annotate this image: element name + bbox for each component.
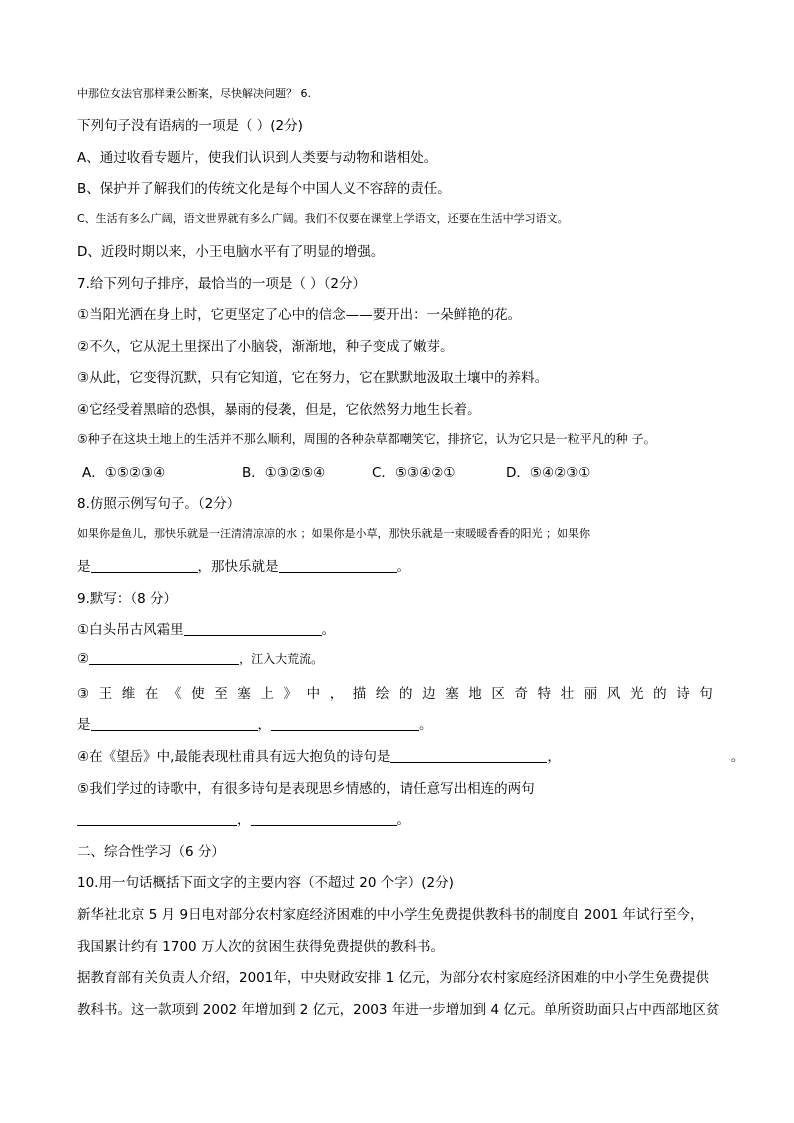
question-7-sentence-1: ①当阳光洒在身上时，它更坚定了心中的信念——要开出：一朵鲜艳的花。 xyxy=(77,307,522,323)
question-9-item-1: ①白头吊古风霜里 。 xyxy=(77,622,336,638)
question-9-stem: 9.默写：（8 分） xyxy=(77,591,178,607)
answer-blank[interactable] xyxy=(251,811,397,826)
question-8-example: 如果你是鱼儿，那快乐就是一汪清清凉凉的水 ；如果你是小草，那快乐就是一束暖暖香香的阳光 ；如果你 xyxy=(77,527,590,540)
question-7-stem: 7.给下列句子排序，最恰当的一项是（ ）（2分） xyxy=(77,276,367,292)
option-b[interactable]: B．①③②⑤④ xyxy=(242,465,326,481)
answer-blank[interactable] xyxy=(184,621,322,636)
answer-blank[interactable] xyxy=(91,716,258,731)
question-6-tail: 中那位女法官那样秉公断案，尽快解决问题？ 6. xyxy=(77,87,311,100)
question-9-item-3-answers: 是 ， 。 xyxy=(77,717,433,733)
question-7-sentence-4: ④它经受着黑暗的恐惧，暴雨的侵袭，但是，它依然努力地生长着。 xyxy=(77,402,481,418)
option-c[interactable]: C．⑤③④②① xyxy=(372,465,456,481)
question-8-answer-line: 是 ，那快乐就是 。 xyxy=(77,559,410,575)
question-10-passage-3: 据教育部有关负责人介绍，2001年，中央财政安排 1 亿元，为部分农村家庭经济困难的中小学生免费提供 xyxy=(77,970,710,986)
question-10-passage-4: 教科书。这一款项到 2002 年增加到 2 亿元，2003 年进一步增加到 4 亿元。单所资助面只占中西部地区贫 xyxy=(77,1002,720,1018)
option-a[interactable]: A．①⑤②③④ xyxy=(82,465,166,481)
question-9-item-2: ② ，江入大荒流。 xyxy=(77,651,324,667)
question-10-passage-2: 我国累计约有 1700 万人次的贫困生获得免费提供的教科书。 xyxy=(77,939,444,955)
answer-blank[interactable] xyxy=(91,558,198,573)
answer-blank[interactable] xyxy=(89,650,239,665)
question-6-option-a: A、通过收看专题片，使我们认识到人类要与动物和谐相处。 xyxy=(77,150,438,166)
answer-blank[interactable] xyxy=(390,748,547,763)
question-6-option-d: D、近段时期以来，小王电脑水平有了明显的增强。 xyxy=(77,244,385,260)
question-10-passage-1: 新华社北京 5 月 9日电对部分农村家庭经济困难的中小学生免费提供教科书的制度自 2001 年试行至今， xyxy=(77,907,704,923)
question-9-item-5: ⑤我们学过的诗歌中，有很多诗句是表现思乡情感的，请任意写出相连的两句 xyxy=(77,781,535,797)
question-10-stem: 10.用一句话概括下面文字的主要内容（不超过 20 个字）(2分) xyxy=(77,875,454,891)
section-2-heading: 二、综合性学习（6 分） xyxy=(77,844,225,860)
question-7-sentence-5: ⑤种子在这块土地上的生活并不那么顺利，周围的各种杂草都嘲笑它，排挤它，认为它只是一粒平凡的种 子。 xyxy=(77,432,656,446)
option-d[interactable]: D．⑤④②③① xyxy=(506,465,591,481)
question-7-sentence-3: ③从此，它变得沉默，只有它知道，它在努力，它在默默地汲取土壤中的养料。 xyxy=(77,370,549,386)
answer-blank[interactable] xyxy=(279,558,397,573)
answer-blank[interactable] xyxy=(271,716,419,731)
question-9-item-4: ④在《望岳》中,最能表现杜甫具有远大抱负的诗句是 ， 。 xyxy=(77,749,745,765)
question-7-options xyxy=(82,461,590,481)
question-7-sentence-2: ②不久，它从泥土里探出了小脑袋，渐渐地，种子变成了嫩芽。 xyxy=(77,339,454,355)
question-8-stem: 8.仿照示例写句子。（2分） xyxy=(77,496,241,512)
question-6-option-c: C、生活有多么广阔，语文世界就有多么广阔。我们不仅要在课堂上学语文，还要在生活中学习语文。 xyxy=(77,212,569,225)
question-9-item-5-answers: ， 。 xyxy=(77,808,410,828)
question-9-item-3: ③王维在《使至塞上》中，描绘的边塞地区奇特壮丽风光的诗句 xyxy=(77,686,723,702)
question-6-stem: 下列句子没有语病的一项是（ ）(2分) xyxy=(77,118,303,134)
answer-blank[interactable] xyxy=(77,811,237,826)
question-6-option-b: B、保护并了解我们的传统文化是每个中国人义不容辞的责任。 xyxy=(77,181,451,197)
